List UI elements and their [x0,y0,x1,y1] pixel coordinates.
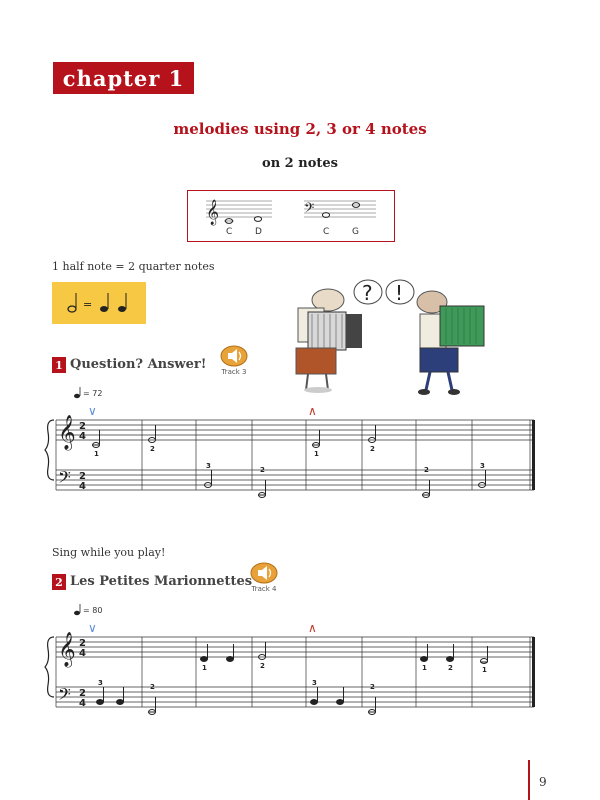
accordion-icon [308,312,346,350]
svg-text:2: 2 [370,683,375,691]
half-note-rule-text: 1 half note = 2 quarter notes [52,260,215,273]
bass-clef-icon: 𝄢 [304,200,315,219]
brace [45,637,54,697]
notes-box-staves [188,191,396,243]
svg-text:2: 2 [260,662,265,670]
chapter-banner [53,62,194,94]
svg-text:2: 2 [260,466,265,474]
time-signature [79,421,86,492]
svg-text:4: 4 [79,481,86,492]
tempo-text: = 80 [83,606,103,615]
grand-staff-piece-1 [44,398,544,498]
svg-text:1: 1 [202,664,207,672]
svg-text:2: 2 [424,466,429,474]
svg-text:2: 2 [150,445,155,453]
half-note-icon [68,293,76,312]
svg-text:1: 1 [314,450,319,458]
brace [45,420,54,480]
page-title: melodies using 2, 3 or 4 notes [173,120,427,138]
piece-title: Les Petites Marionnettes [70,574,253,589]
audio-track-button[interactable] [220,345,248,367]
accordion-icon [440,306,484,346]
quarter-note-icon [118,293,126,312]
note-label-c: C [226,227,233,237]
note-label-g: G [352,227,359,237]
breath-mark-caret-icon: ∧ [308,404,317,418]
chapter-label: chapter 1 [62,65,185,91]
question-mark: ? [362,281,373,305]
note-label-c-bass: C [323,227,330,237]
svg-text:2: 2 [79,471,86,482]
svg-text:2: 2 [150,683,155,691]
svg-text:2: 2 [79,688,86,699]
svg-text:1: 1 [482,666,487,674]
svg-text:2: 2 [79,421,86,432]
breath-mark-v-icon: ∨ [88,404,97,418]
svg-text:3: 3 [480,462,485,470]
track-label: Track 3 [221,368,247,376]
equals-sign: = [83,298,93,311]
time-signature [79,638,86,709]
piece-number-badge: 1 [52,357,66,373]
svg-text:2: 2 [448,664,453,672]
note-d-treble [254,217,261,222]
treble-clef-icon: 𝄞 [58,632,76,667]
tempo-text: = 72 [83,389,103,398]
breath-mark-caret-icon: ∧ [308,621,317,635]
svg-text:1: 1 [422,664,427,672]
notes-box [187,190,395,242]
instruction-text: Sing while you play! [52,546,166,559]
grand-staff-piece-2 [44,615,544,715]
bass-clef-icon: 𝄢 [58,684,71,708]
piece-title: Question? Answer! [70,357,207,372]
audio-track-button[interactable] [250,562,278,584]
section-subtitle: on 2 notes [262,156,338,171]
page-number: 9 [539,775,547,789]
svg-text:1: 1 [94,450,99,458]
breath-mark-v-icon: ∨ [88,621,97,635]
accordion-players-illustration [280,270,510,400]
svg-text:3: 3 [98,679,103,687]
note-label-d: D [255,227,262,237]
note-equation-box [52,282,146,324]
track-label: Track 4 [251,585,277,593]
svg-text:3: 3 [206,462,211,470]
treble-clef-icon: 𝄞 [206,200,220,225]
svg-text:3: 3 [312,679,317,687]
svg-text:4: 4 [79,698,86,709]
bass-clef-icon: 𝄢 [58,467,71,491]
note-c-bass [322,213,329,218]
svg-text:4: 4 [79,431,86,442]
page-edge-rule [528,760,530,800]
svg-text:4: 4 [79,648,86,659]
svg-text:2: 2 [370,445,375,453]
exclaim-mark: ! [395,281,404,305]
svg-text:2: 2 [79,638,86,649]
treble-clef-icon: 𝄞 [58,415,76,450]
quarter-note-icon [100,293,108,312]
piece-number-badge: 2 [52,574,66,590]
